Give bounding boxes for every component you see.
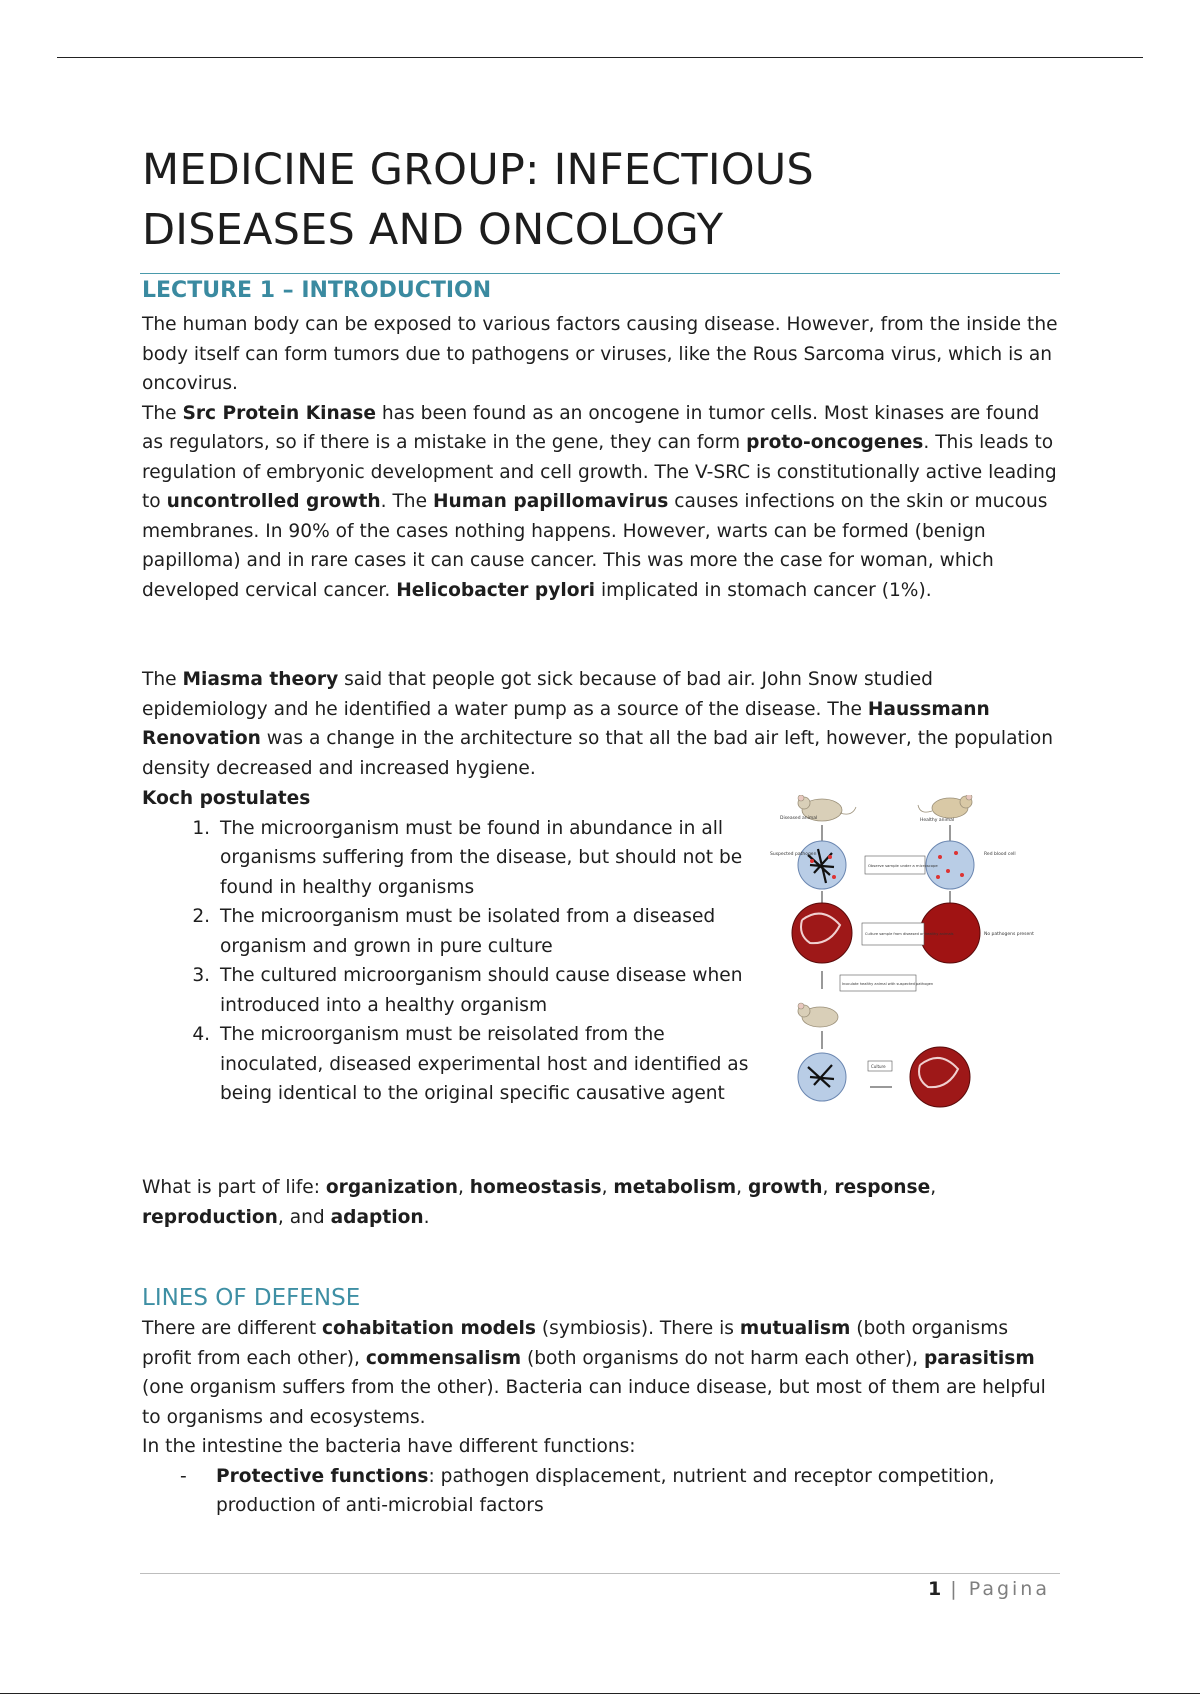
- defense-section: [142, 1314, 1060, 1521]
- list-item: 2. The microorganism must be isolated from a diseased organism and grown in pure culture: [216, 902, 762, 961]
- label-suspected-pathogen: Suspected pathogen: [770, 852, 817, 857]
- inoculated-mouse-icon: [798, 1003, 838, 1027]
- intro-section: [142, 310, 1060, 605]
- page-footer: 1 | Pagina: [928, 1578, 1050, 1600]
- miasma-paragraph: The Miasma theory said that people got sick because of bad air. John Snow studied epidemiology and he identified a water pump as a source of the disease. The Haussmann Renovation was a change in the architecture so that all the bad air left, however, the population density decreased and increased hygiene.: [142, 669, 1054, 779]
- intestine-paragraph: In the intestine the bacteria have different functions:: [142, 1436, 636, 1457]
- intestine-functions-list: [142, 1462, 1060, 1521]
- lines-of-defense-heading: LINES OF DEFENSE: [142, 1285, 361, 1311]
- page-number: 1: [928, 1578, 942, 1600]
- list-item: 4. The microorganism must be reisolated from the inoculated, diseased experimental host and identified as being identical to the original specific causative agent: [216, 1020, 762, 1109]
- koch-diagram: [770, 795, 1040, 1170]
- lecture-heading: LECTURE 1 – INTRODUCTION: [142, 278, 492, 303]
- title-line-2: DISEASES AND ONCOLOGY: [142, 205, 724, 255]
- list-item: - Protective functions: pathogen displacement, nutrient and receptor competition, production of anti-microbial factors: [216, 1462, 1060, 1521]
- label-red-blood-cell: Red blood cell: [984, 852, 1016, 857]
- list-item: 3. The cultured microorganism should cause disease when introduced into a healthy organism: [216, 961, 762, 1020]
- label-culture-sample: Culture sample from diseased or healthy animals: [865, 932, 954, 936]
- miasma-section: [142, 665, 1060, 783]
- document-title: [142, 140, 1060, 260]
- label-culture: Culture: [871, 1064, 886, 1069]
- list-item: 1. The microorganism must be found in abundance in all organisms suffering from the disease, but should not be found in healthy organisms: [216, 814, 762, 903]
- life-paragraph: What is part of life: organization, homeostasis, metabolism, growth, response, reproduction, and adaption.: [142, 1177, 937, 1228]
- intro-paragraph-1: The human body can be exposed to various factors causing disease. However, from the inside the body itself can form tumors due to pathogens or viruses, like the Rous Sarcoma virus, which is an oncovirus.: [142, 314, 1058, 394]
- title-underline: [140, 273, 1060, 274]
- title-line-1: MEDICINE GROUP: INFECTIOUS: [142, 145, 814, 195]
- footer-rule: [140, 1573, 1060, 1574]
- label-diseased-animal: Diseased animal: [780, 816, 818, 821]
- koch-section: [142, 784, 762, 1109]
- label-observe-sample: Observe sample under a microscope: [868, 863, 938, 868]
- life-section: [142, 1173, 1060, 1232]
- header-rule: [57, 57, 1143, 58]
- footer-edge-rule: [0, 1693, 1200, 1694]
- defense-paragraph: There are different cohabitation models (symbiosis). There is mutualism (both organisms profit from each other), commensalism (both organisms do not harm each other), parasitism (one organism suffers from the other). Bacteria can induce disease, but most of them are helpful to organisms and ecosystems.: [142, 1318, 1046, 1428]
- page-word: Pagina: [968, 1578, 1050, 1600]
- healthy-mouse-icon: [918, 795, 972, 818]
- koch-postulates-list: [142, 814, 762, 1109]
- koch-heading: Koch postulates: [142, 788, 311, 809]
- label-inoculate: Inoculate healthy animal with suspected pathogen: [842, 982, 934, 986]
- label-no-pathogens: No pathogens present: [984, 932, 1034, 937]
- intro-paragraph-2: The Src Protein Kinase has been found as an oncogene in tumor cells. Most kinases are found as regulators, so if there is a mistake in the gene, they can form proto-oncogenes. This leads to regulation of embryonic development and cell growth. The V-SRC is constitutionally active leading to uncontrolled growth. The Human papillomavirus causes infections on the skin or mucous membranes. In 90% of the cases nothing happens. However, warts can be formed (benign papilloma) and in rare cases it can cause cancer. This was more the case for woman, which developed cervical cancer. Helicobacter pylori implicated in stomach cancer (1%).: [142, 402, 1057, 601]
- label-healthy-animal: Healthy animal: [920, 818, 955, 823]
- koch-postulates-figure: [770, 795, 1040, 1170]
